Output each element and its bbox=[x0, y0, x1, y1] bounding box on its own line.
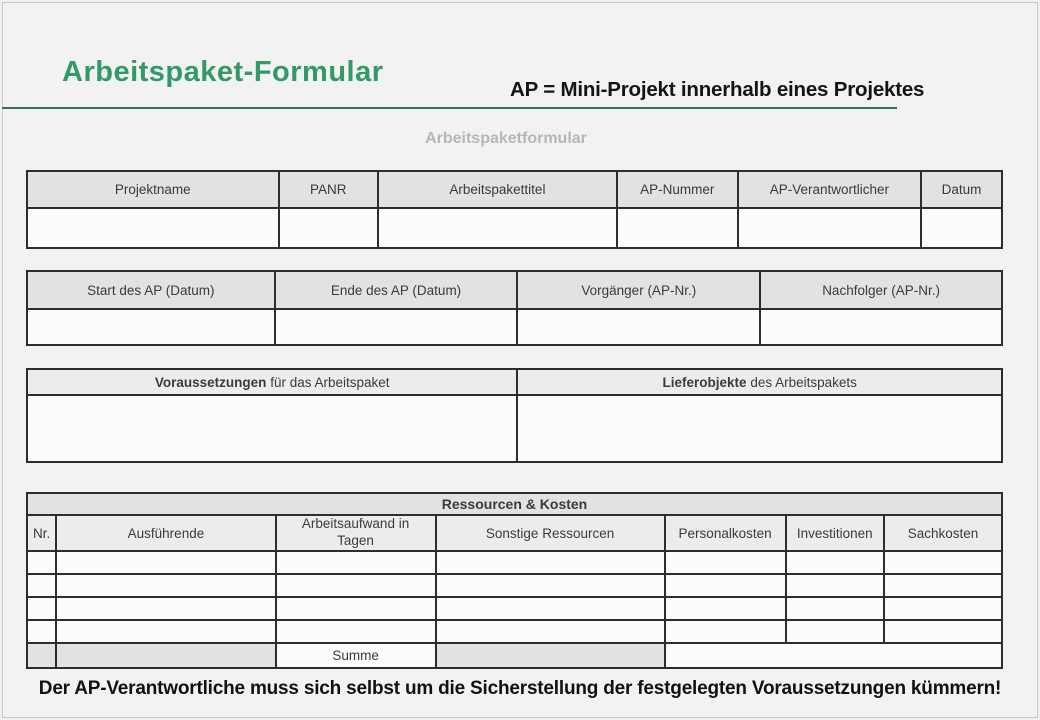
resource-row-cell[interactable] bbox=[276, 551, 436, 574]
resource-row-cell[interactable] bbox=[884, 574, 1002, 597]
watermark-heading: Arbeitspaketformular bbox=[425, 130, 587, 147]
column-header-datum: Datum bbox=[921, 171, 1002, 208]
column-header-ausfuehrende: Ausführende bbox=[56, 515, 275, 551]
field-ende-datum[interactable] bbox=[275, 309, 518, 345]
resource-row-cell[interactable] bbox=[56, 620, 275, 643]
column-header-investitionen: Investitionen bbox=[786, 515, 884, 551]
column-header-vorgaenger: Vorgänger (AP-Nr.) bbox=[517, 271, 760, 309]
resources-costs-table bbox=[26, 492, 1003, 669]
field-lieferobjekte[interactable] bbox=[517, 395, 1002, 462]
column-header-personalkosten: Personalkosten bbox=[665, 515, 786, 551]
resources-costs-title: Ressourcen & Kosten bbox=[27, 493, 1002, 515]
subtitle-definition: AP = Mini-Projekt innerhalb eines Projektes bbox=[510, 78, 925, 101]
field-projektname[interactable] bbox=[27, 208, 279, 248]
resource-row-cell[interactable] bbox=[276, 574, 436, 597]
resource-row-cell[interactable] bbox=[276, 620, 436, 643]
column-header-ende-ap: Ende des AP (Datum) bbox=[275, 271, 518, 309]
resource-row-cell[interactable] bbox=[27, 574, 56, 597]
field-vorgaenger[interactable] bbox=[517, 309, 760, 345]
field-nachfolger[interactable] bbox=[760, 309, 1002, 345]
resource-row-cell[interactable] bbox=[884, 620, 1002, 643]
resource-row-cell[interactable] bbox=[56, 574, 275, 597]
resource-row-cell[interactable] bbox=[436, 597, 665, 620]
footer-note: Der AP-Verantwortliche muss sich selbst um die Sicherstellung der festgelegten Voraussetzungen kümmern! bbox=[38, 678, 1002, 699]
field-arbeitspakettitel[interactable] bbox=[378, 208, 617, 248]
resource-row-cell[interactable] bbox=[436, 551, 665, 574]
field-datum[interactable] bbox=[921, 208, 1002, 248]
page-title: Arbeitspaket-Formular bbox=[62, 56, 384, 88]
field-ap-nummer[interactable] bbox=[617, 208, 738, 248]
column-header-arbeitsaufwand: Arbeitsaufwand in Tagen bbox=[276, 515, 436, 551]
summe-label-cell: Summe bbox=[276, 643, 436, 668]
resource-row-cell[interactable] bbox=[884, 551, 1002, 574]
column-header-ap-nummer: AP-Nummer bbox=[617, 171, 738, 208]
resource-row-cell[interactable] bbox=[665, 597, 786, 620]
column-header-voraussetzungen: Voraussetzungen für das Arbeitspaket bbox=[27, 369, 517, 395]
resource-row-cell[interactable] bbox=[27, 620, 56, 643]
resource-row-cell[interactable] bbox=[786, 574, 884, 597]
column-header-ap-verantwortlicher: AP-Verantwortlicher bbox=[738, 171, 921, 208]
field-voraussetzungen[interactable] bbox=[27, 395, 517, 462]
prerequisites-deliverables-table bbox=[26, 368, 1003, 463]
resource-row-cell[interactable] bbox=[884, 597, 1002, 620]
schedule-table bbox=[26, 270, 1003, 346]
column-header-nachfolger: Nachfolger (AP-Nr.) bbox=[760, 271, 1002, 309]
summe-blank-cell bbox=[56, 643, 275, 668]
project-info-table bbox=[26, 170, 1003, 249]
column-header-panr: PANR bbox=[279, 171, 378, 208]
field-start-datum[interactable] bbox=[27, 309, 275, 345]
column-header-sachkosten: Sachkosten bbox=[884, 515, 1002, 551]
summe-blank-cell bbox=[27, 643, 56, 668]
column-header-lieferobjekte: Lieferobjekte des Arbeitspakets bbox=[517, 369, 1002, 395]
resource-row-cell[interactable] bbox=[56, 597, 275, 620]
resource-row-cell[interactable] bbox=[56, 551, 275, 574]
header-divider-line bbox=[2, 107, 897, 109]
resource-row-cell[interactable] bbox=[786, 551, 884, 574]
summe-total-cell[interactable] bbox=[665, 643, 1002, 668]
summe-blank-cell bbox=[436, 643, 665, 668]
column-header-sonstige-ressourcen: Sonstige Ressourcen bbox=[436, 515, 665, 551]
resource-row-cell[interactable] bbox=[27, 597, 56, 620]
column-header-nr: Nr. bbox=[27, 515, 56, 551]
resource-row-cell[interactable] bbox=[27, 551, 56, 574]
resource-row-cell[interactable] bbox=[276, 597, 436, 620]
resource-row-cell[interactable] bbox=[665, 551, 786, 574]
resource-row-cell[interactable] bbox=[436, 620, 665, 643]
resource-row-cell[interactable] bbox=[786, 620, 884, 643]
resource-row-cell[interactable] bbox=[665, 574, 786, 597]
resource-row-cell[interactable] bbox=[436, 574, 665, 597]
resource-row-cell[interactable] bbox=[665, 620, 786, 643]
resource-row-cell[interactable] bbox=[786, 597, 884, 620]
column-header-start-ap: Start des AP (Datum) bbox=[27, 271, 275, 309]
field-panr[interactable] bbox=[279, 208, 378, 248]
column-header-projektname: Projektname bbox=[27, 171, 279, 208]
column-header-arbeitspakettitel: Arbeitspakettitel bbox=[378, 171, 617, 208]
field-ap-verantwortlicher[interactable] bbox=[738, 208, 921, 248]
